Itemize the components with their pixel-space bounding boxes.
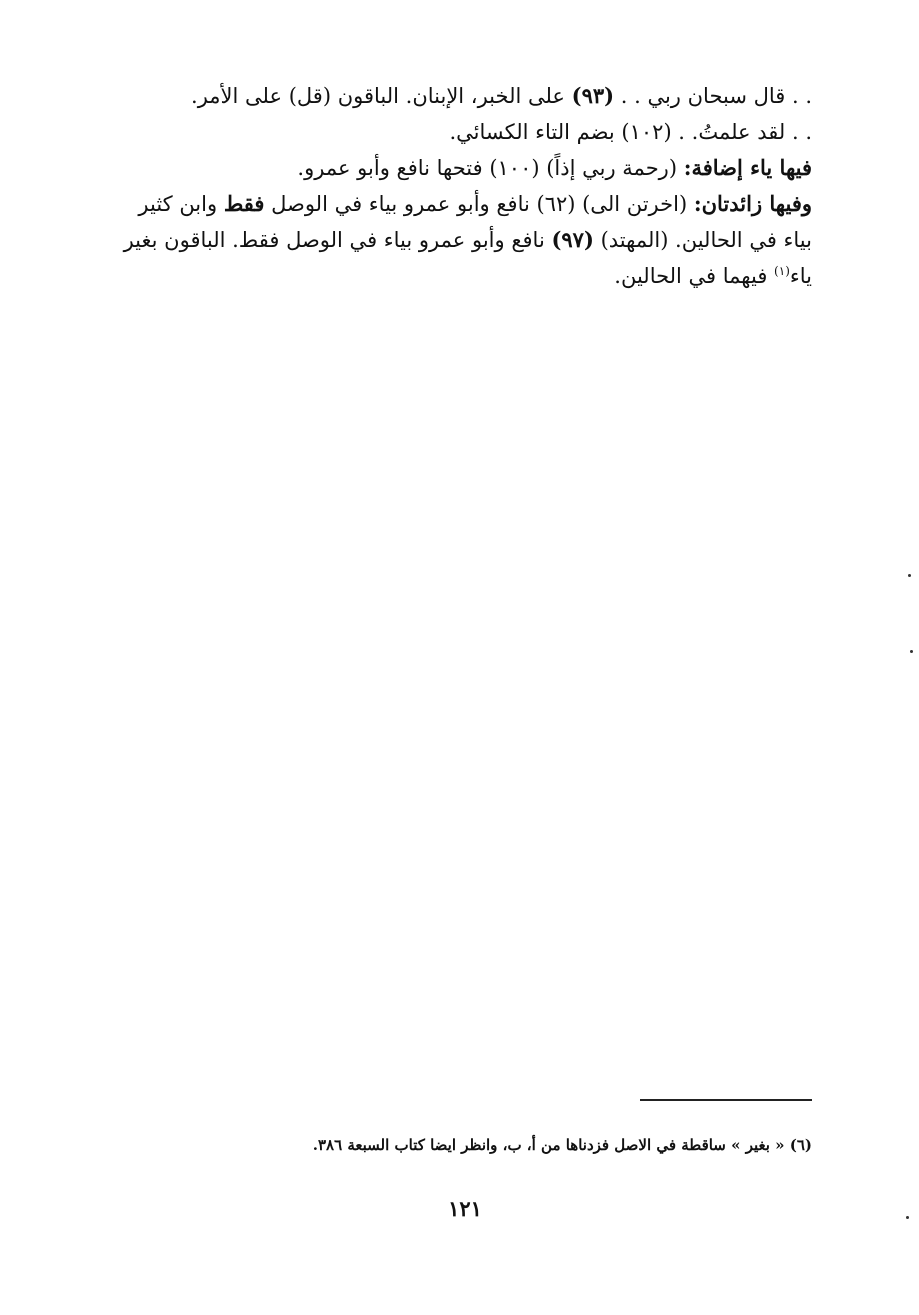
line-4-emphasis: فقط — [223, 191, 265, 216]
line-1-text-a: . . قال سبحان ربي . . — [614, 84, 812, 108]
scan-speck — [906, 1216, 909, 1219]
text-line-2 — [100, 114, 812, 150]
line-4-text-a: (اخرتن الى) (٦٢) نافع وأبو عمرو بياء في الوصل — [264, 192, 694, 216]
footnote-text: (٦) « بغير » ساقطة في الاصل فزدناها من أ، ب، وانظر ايضا كتاب السبعة ٣٨٦. — [312, 1136, 812, 1154]
main-text-block — [100, 78, 812, 294]
footnote-marker: (١) — [774, 264, 790, 278]
text-line-6 — [100, 258, 812, 294]
scan-speck — [908, 574, 911, 577]
line-3-heading: فيها ياء إضافة: — [683, 155, 812, 180]
text-line-4 — [100, 186, 812, 222]
line-6-text-b: فيهما في الحالين. — [614, 264, 775, 288]
line-2-text: . . لقد علمتُ. . (١٠٢) بضم التاء الكسائي. — [449, 120, 812, 144]
line-1-verse-number: (٩٣) — [571, 83, 615, 108]
line-5-text-b: نافع وأبو عمرو بياء في الوصل فقط. الباقون بغير — [123, 228, 552, 252]
text-line-5 — [100, 222, 812, 258]
page-number: ١٢١ — [448, 1196, 482, 1221]
line-3-text: (رحمة ربي إذاً) (١٠٠) فتحها نافع وأبو عمرو. — [297, 156, 684, 180]
text-line-1 — [100, 78, 812, 114]
line-4-text-b: وابن كثير — [138, 192, 224, 216]
line-5-verse-number: (٩٧) — [551, 227, 594, 252]
footnote-separator — [640, 1099, 812, 1101]
scan-speck — [910, 650, 913, 653]
line-6-text-a: ياء — [789, 264, 812, 288]
line-4-heading: وفيها زائدتان: — [693, 191, 812, 216]
line-5-text-a: بياء في الحالين. (المهتد) — [593, 228, 812, 252]
line-1-text-b: على الخبر، الإبنان. الباقون (قل) على الأمر. — [191, 84, 572, 108]
text-line-3 — [100, 150, 812, 186]
